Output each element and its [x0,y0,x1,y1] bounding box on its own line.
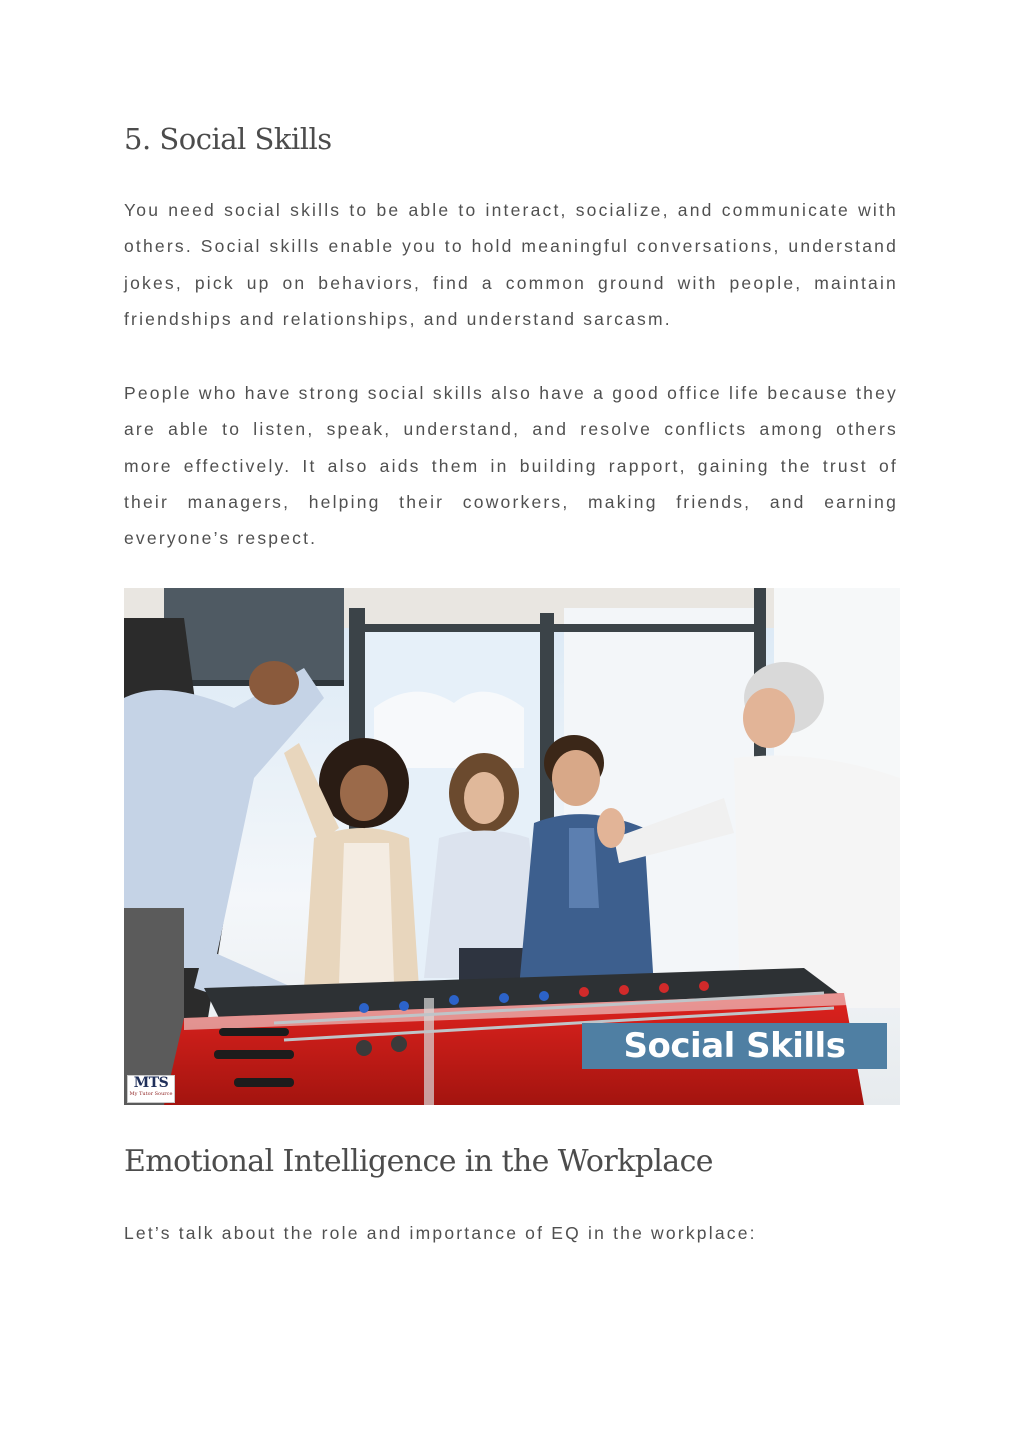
next-section-heading: Emotional Intelligence in the Workplace [124,1144,713,1179]
section-heading: 5. Social Skills [124,122,332,156]
next-section-intro: Let’s talk about the role and importance of EQ in the workplace: [124,1223,757,1243]
social-skills-paragraph-1: You need social skills to be able to interact, socialize, and communicate with others. Social skills enable you to hold meaningful conversations, understand jokes, pick up on behaviors, find a common ground with people, maintain friendships and relationships, and understand sarcasm. [124,200,898,329]
site-logo [127,1075,175,1103]
logo-subtext: My Tutor Source [129,1091,173,1097]
social-skills-paragraph-2: People who have strong social skills also have a good office life because they are able to listen, speak, understand, and resolve conflicts among others more effectively. It also aids them in building rapport, gaining the trust of their managers, helping their coworkers, making friends, and earning everyone’s respect. [124,383,898,549]
social-skills-photo [124,588,900,1105]
image-caption-banner: Social Skills [582,1023,887,1069]
logo-text: MTS [133,1075,169,1091]
